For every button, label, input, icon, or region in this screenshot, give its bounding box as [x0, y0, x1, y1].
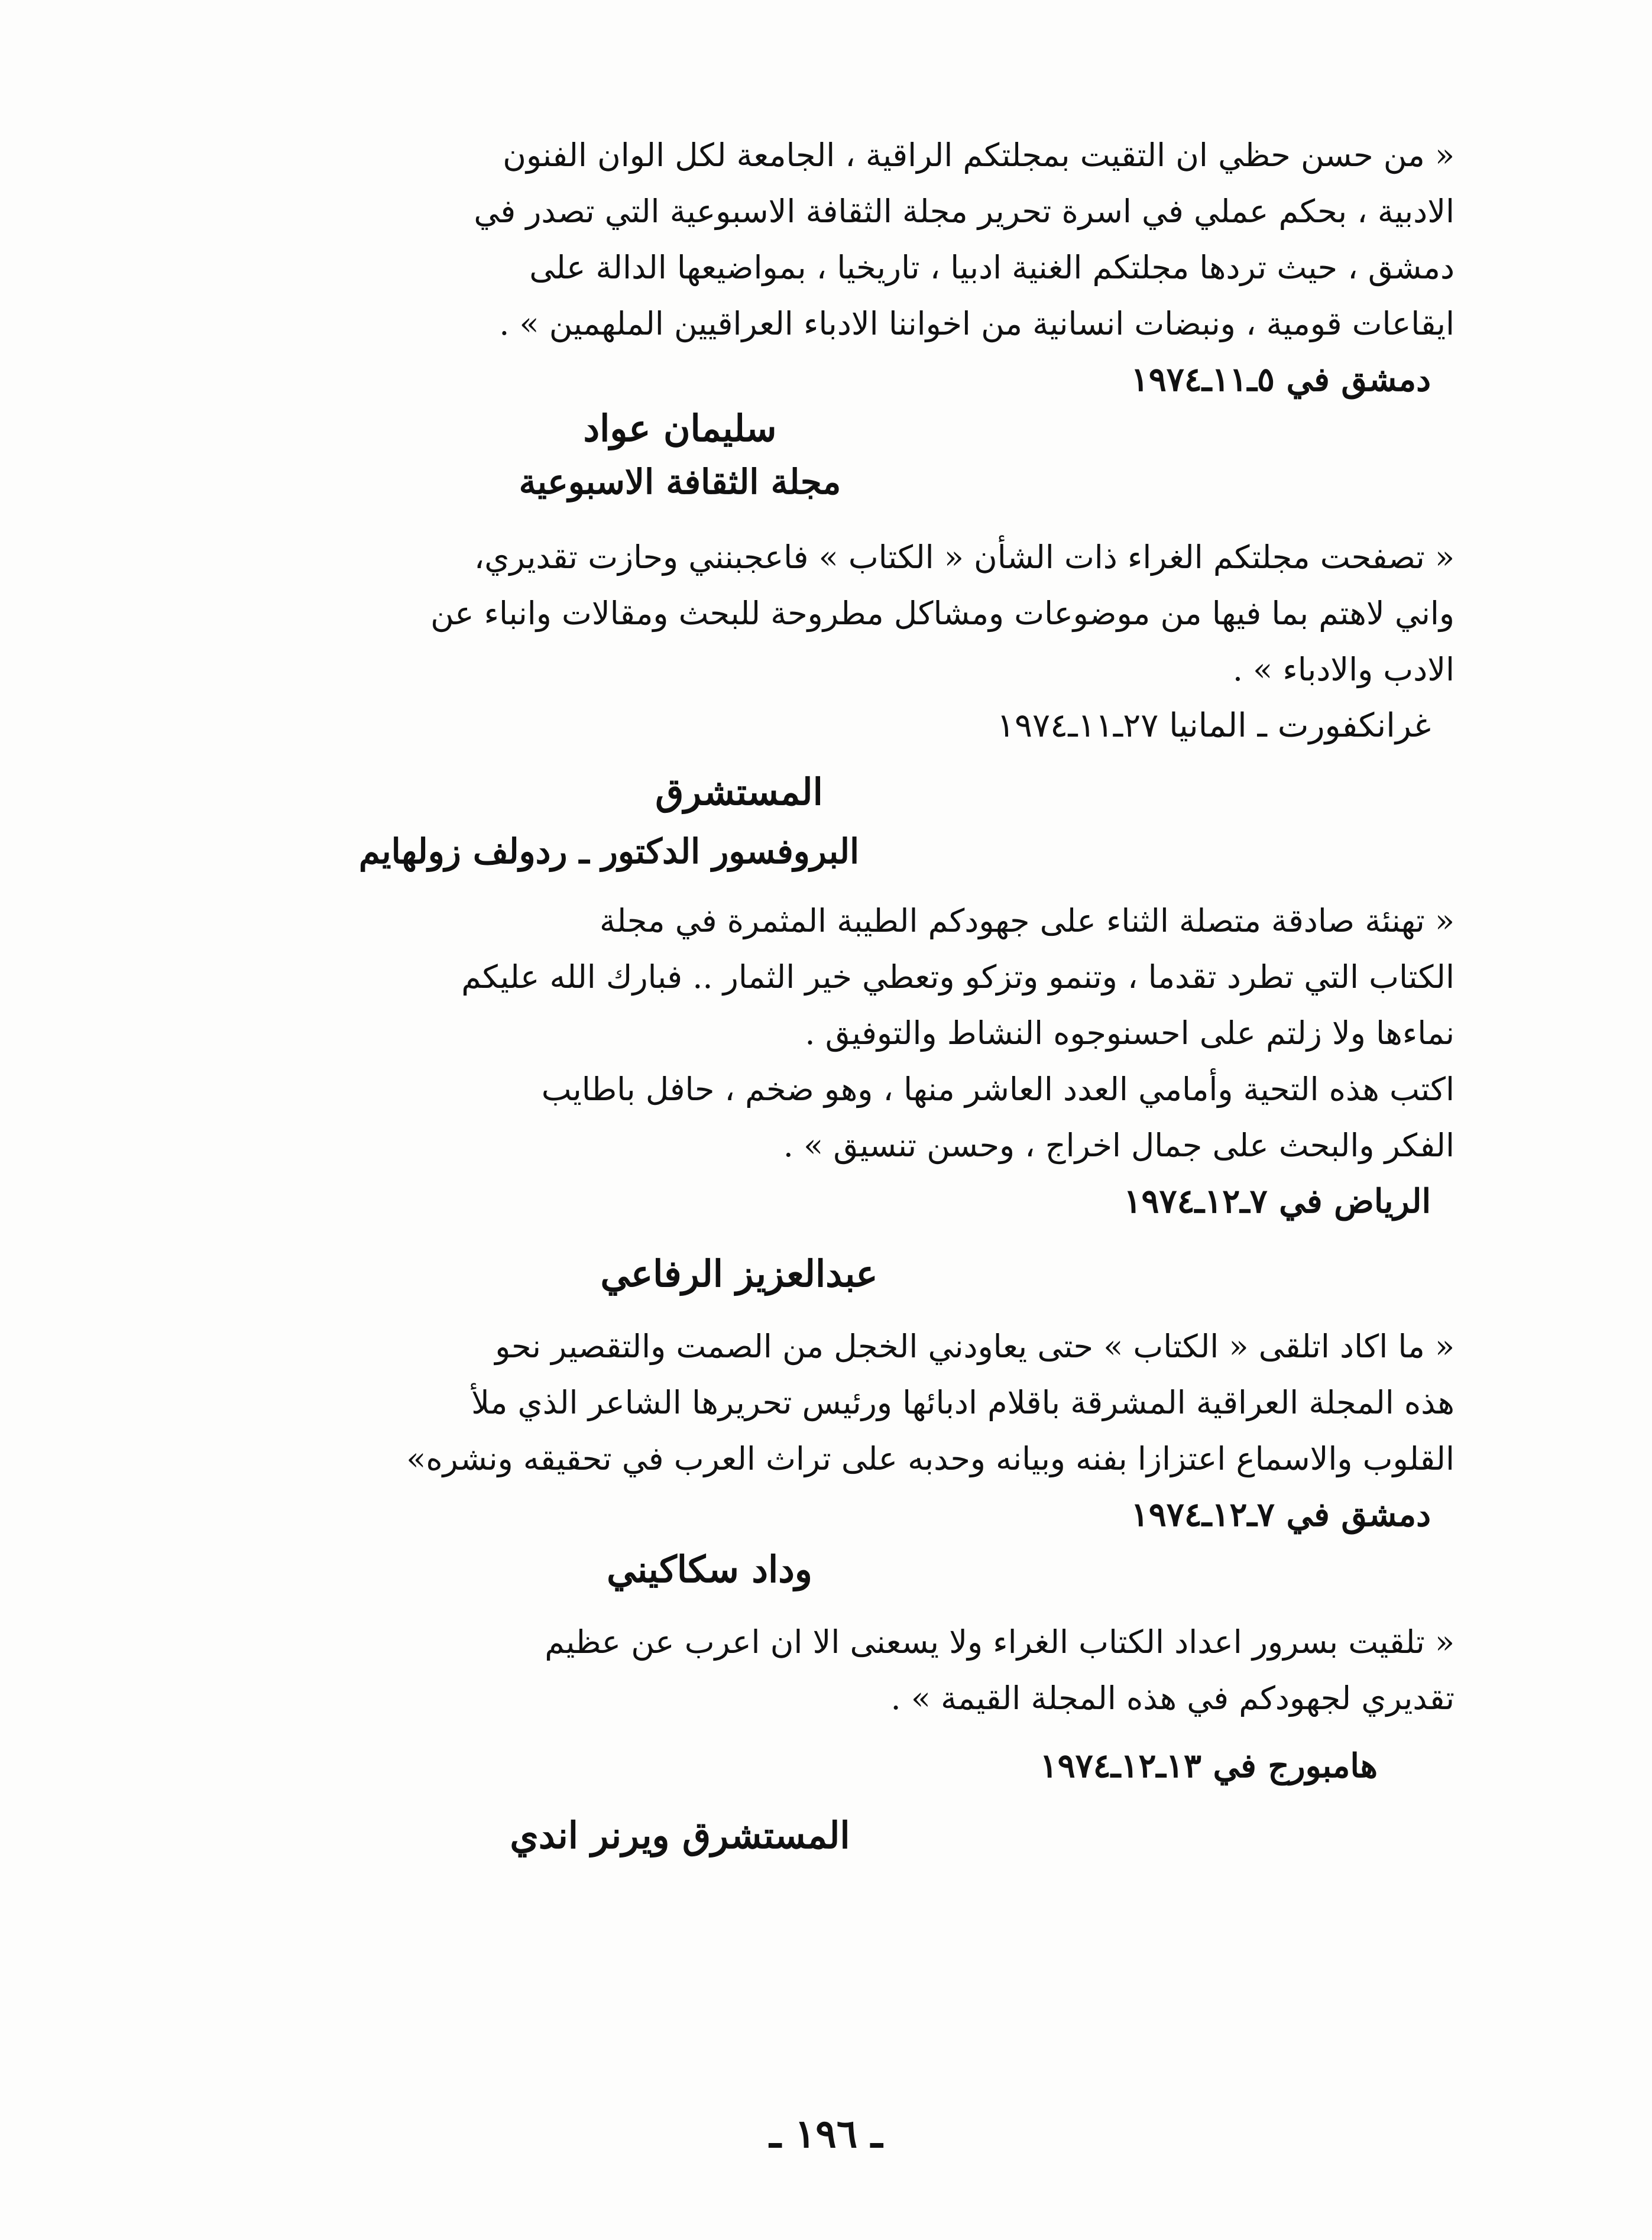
signature-name: عبدالعزيز الرفاعي: [600, 1252, 878, 1295]
letter-body: [183, 1614, 1455, 1726]
signature-name: المستشرق ويرنر اندي: [510, 1814, 850, 1857]
letter-line: القلوب والاسماع اعتزازا بفنه وبيانه وحدبه على تراث العرب في تحقيقه ونشره»: [406, 1440, 1455, 1477]
letter-body: [183, 1318, 1455, 1487]
letter-body: [183, 127, 1455, 352]
letter-line: « تلقيت بسرور اعداد الكتاب الغراء ولا يسعنى الا ان اعرب عن عظيم: [545, 1623, 1455, 1661]
letter-line: تقديري لجهودكم في هذه المجلة القيمة » .: [890, 1680, 1455, 1717]
letter-entry: [183, 1614, 1455, 1794]
letter-line: اكتب هذه التحية وأمامي العدد العاشر منها ، وهو ضخم ، حافل باطايب: [541, 1071, 1455, 1108]
signature-name: سليمان عواد: [583, 407, 777, 450]
place-date: هامبورج في ١٣ـ١٢ـ١٩٧٤: [1039, 1746, 1378, 1785]
letter-entry: [183, 529, 1455, 754]
letter-body: [183, 529, 1455, 698]
letter-line: واني لاهتم بما فيها من موضوعات ومشاكل مطروحة للبحث ومقالات وانباء عن: [430, 595, 1455, 632]
letter-line: « من حسن حظي ان التقيت بمجلتكم الراقية ، الجامعة لكل الوان الفنون: [503, 137, 1455, 174]
place-date: دمشق في ٥ـ١١ـ١٩٧٤: [1131, 360, 1431, 399]
signature-title: البروفسور الدكتور ـ ردولف زولهايم: [358, 831, 860, 871]
letter-line: « تهنئة صادقة متصلة الثناء على جهودكم الطيبة المثمرة في مجلة: [599, 902, 1455, 939]
place-date: الرياض في ٧ـ١٢ـ١٩٧٤: [1123, 1182, 1431, 1221]
letter-line: الادبية ، بحكم عملي في اسرة تحرير مجلة الثقافة الاسبوعية التي تصدر في: [474, 193, 1455, 230]
signature-name: وداد سكاكيني: [607, 1548, 812, 1591]
letter-line: هذه المجلة العراقية المشرقة باقلام ادبائها ورئيس تحريرها الشاعر الذي ملأ: [471, 1384, 1455, 1421]
signature-name: المستشرق: [655, 770, 823, 813]
letter-entry: [183, 1318, 1455, 1543]
page-number: ـ ١٩٦ ـ: [769, 2111, 883, 2157]
letter-line: « ما اكاد اتلقى « الكتاب » حتى يعاودني الخجل من الصمت والتقصير نحو: [495, 1328, 1455, 1365]
letter-entry: [183, 893, 1455, 1230]
letter-body: [183, 893, 1455, 1174]
letter-line: ايقاعات قومية ، ونبضات انسانية من اخواننا الادباء العراقيين الملهمين » .: [499, 305, 1455, 342]
place-date: دمشق في ٧ـ١٢ـ١٩٧٤: [1131, 1495, 1431, 1534]
letter-line: الادب والادباء » .: [1232, 651, 1455, 688]
letter-line: نماءها ولا زلتم على احسنوجوه النشاط والتوفيق .: [805, 1014, 1455, 1052]
letter-line: الكتاب التي تطرد تقدما ، وتنمو وتزكو وتعطي خير الثمار .. فبارك الله عليكم: [461, 958, 1455, 996]
letter-line: دمشق ، حيث تردها مجلتكم الغنية ادبيا ، تاريخيا ، بمواضيعها الدالة على: [529, 249, 1455, 286]
place-date: غرانكفورت ـ المانيا ٢٧ـ١١ـ١٩٧٤: [996, 706, 1431, 745]
letter-line: الفكر والبحث على جمال اخراج ، وحسن تنسيق » .: [783, 1127, 1455, 1164]
letter-line: « تصفحت مجلتكم الغراء ذات الشأن « الكتاب » فاعجبنني وحازت تقديري،: [474, 539, 1455, 576]
signature-title: مجلة الثقافة الاسبوعية: [519, 462, 841, 502]
letter-entry: [183, 127, 1455, 408]
